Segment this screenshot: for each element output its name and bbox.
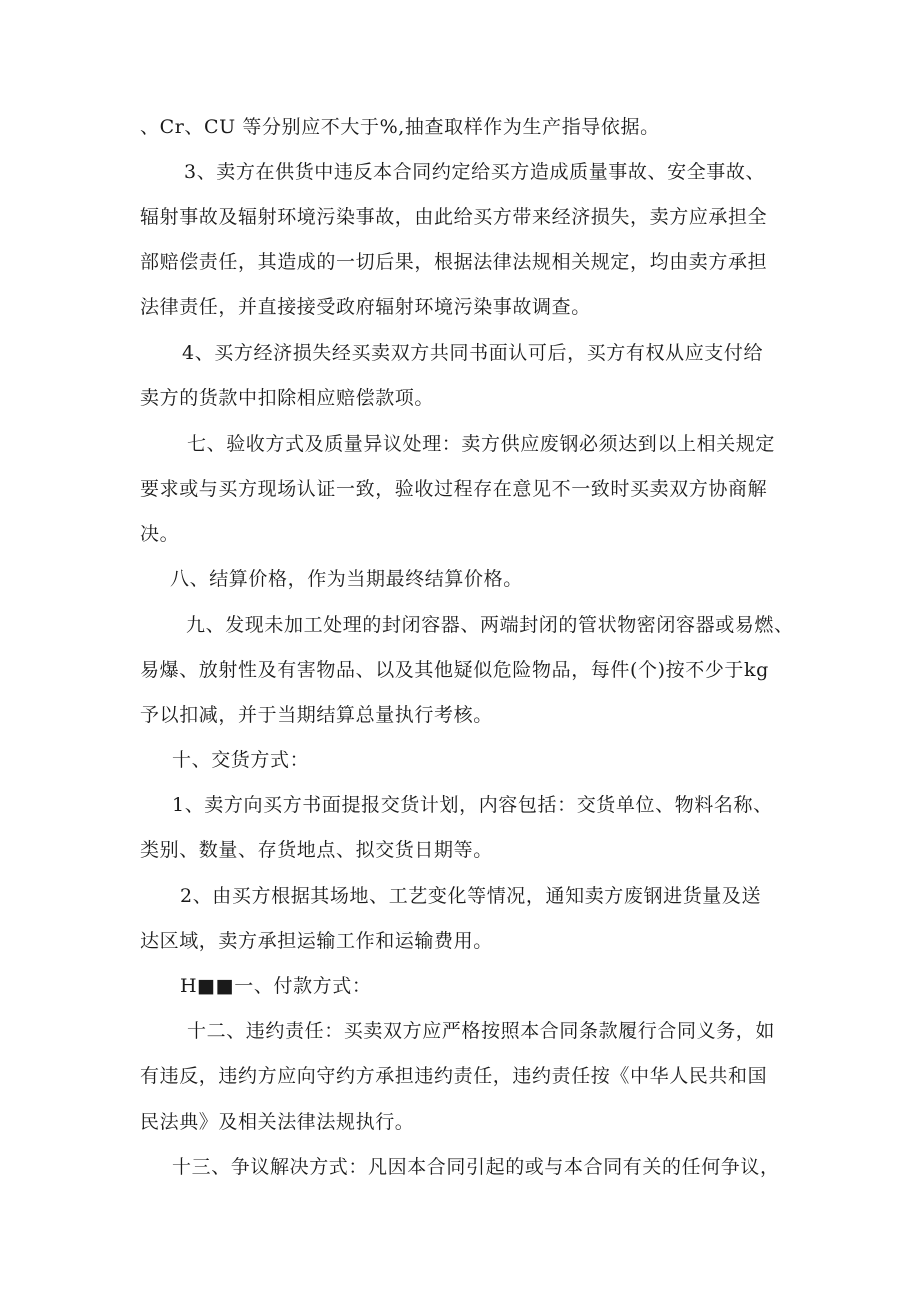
text-line: 八、结算价格，作为当期最终结算价格。 [170,568,523,590]
text-line: 、Cr、CU 等分别应不大于%,抽查取样作为生产指导依据。 [140,116,660,138]
text-line: 达区域，卖方承担运输工作和运输费用。 [140,930,493,952]
text-line: 十三、争议解决方式：凡因本合同引起的或与本合同有关的任何争议， [172,1156,780,1178]
text-line: 民法典》及相关法律法规执行。 [140,1111,415,1133]
text-line: 2、由买方根据其场地、工艺变化等情况，通知卖方废钢进货量及送 [180,885,762,907]
text-line: 要求或与买方现场认证一致，验收过程存在意见不一致时买卖双方协商解 [140,478,768,500]
text-line: 十二、违约责任：买卖双方应严格按照本合同条款履行合同义务，如 [187,1020,776,1042]
text-line: 部赔偿责任，其造成的一切后果，根据法律法规相关规定，均由卖方承担 [140,251,768,273]
text-line: 十、交货方式： [172,749,310,771]
text-line: 有违反，违约方应向守约方承担违约责任，违约责任按《中华人民共和国 [140,1065,768,1087]
text-line: 3、卖方在供货中违反本合同约定给买方造成质量事故、安全事故、 [184,161,766,183]
text-line: H■■一、付款方式： [180,975,372,997]
text-line: 决。 [140,523,180,545]
text-line: 法律责任，并直接接受政府辐射环境污染事故调查。 [140,296,591,318]
text-line: 卖方的货款中扣除相应赔偿款项。 [140,387,435,409]
text-line: 九、发现未加工处理的封闭容器、两端封闭的管状物密闭容器或易燃、 [186,614,794,636]
text-line: 类别、数量、存货地点、拟交货日期等。 [140,839,493,861]
text-line: 辐射事故及辐射环境污染事故，由此给买方带来经济损失，卖方应承担全 [140,206,768,228]
text-line: 4、买方经济损失经买卖双方共同书面认可后，买方有权从应支付给 [182,342,764,364]
text-line: 予以扣减，并于当期结算总量执行考核。 [140,704,493,726]
text-line: 易爆、放射性及有害物品、以及其他疑似危险物品，每件(个)按不少于kg [140,659,769,681]
text-line: 七、验收方式及质量异议处理：卖方供应废钢必须达到以上相关规定 [187,433,776,455]
text-line: 1、卖方向买方书面提报交货计划，内容包括：交货单位、物料名称、 [172,794,773,816]
